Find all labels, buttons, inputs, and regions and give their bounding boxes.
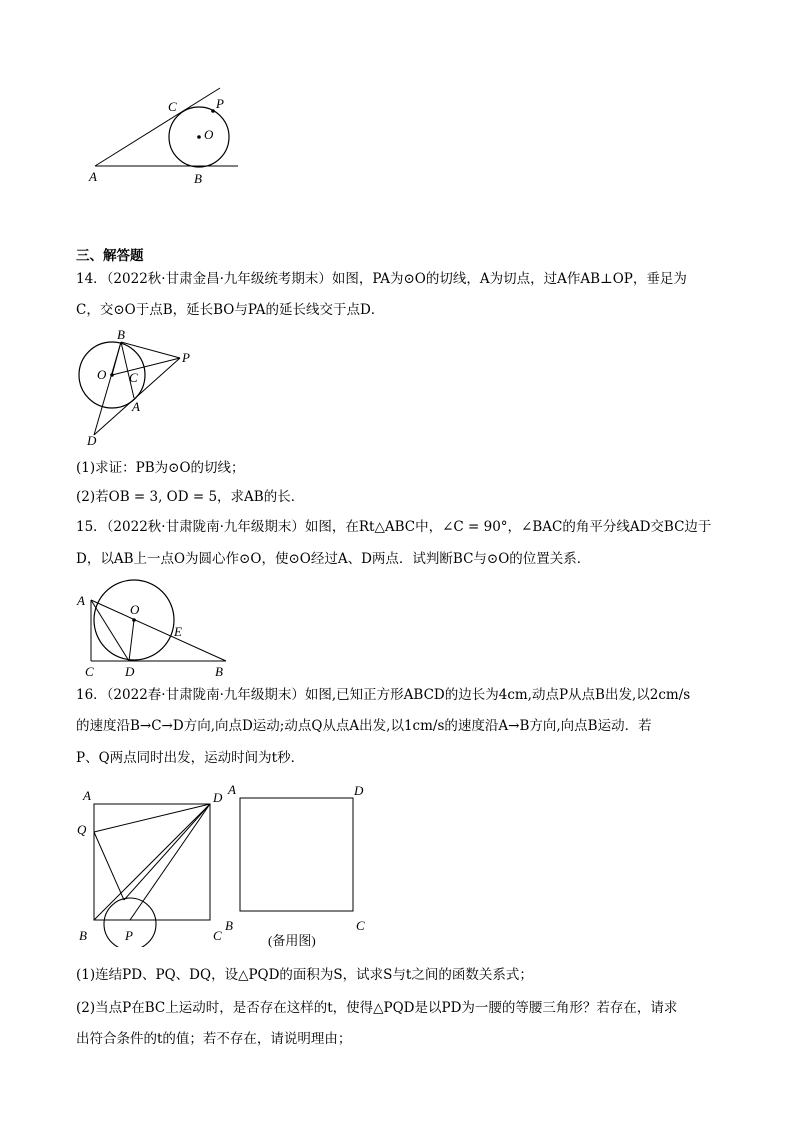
label-d: D bbox=[213, 790, 223, 805]
label-a: A bbox=[83, 788, 91, 803]
label-a: A bbox=[77, 593, 85, 608]
label-o: O bbox=[204, 127, 214, 142]
label-c: C bbox=[213, 928, 222, 943]
q16-line2: 的速度沿B→C→D方向,向点D运动;动点Q从点A出发,以1cm/s的速度沿A→B方向,向点B运动．若 bbox=[76, 718, 652, 734]
label-a: A bbox=[228, 782, 236, 797]
label-d: D bbox=[125, 664, 135, 678]
label-d: D bbox=[87, 433, 97, 448]
label-b: B bbox=[225, 918, 233, 933]
label-b: B bbox=[117, 328, 125, 342]
label-q: Q bbox=[77, 822, 87, 837]
label-a: A bbox=[132, 399, 140, 414]
figure-q16-backup bbox=[224, 782, 374, 952]
figure-q16-main bbox=[74, 782, 234, 947]
figure-q13 bbox=[80, 86, 250, 186]
q15-line1: 15．（2022秋·甘肃陇南·九年级期末）如图，在Rt△ABC中，∠C = 90°，∠BAC的角平分线AD交BC边于 bbox=[76, 519, 712, 535]
q14-part2: (2)若OB = 3, OD = 5，求AB的长． bbox=[76, 489, 305, 505]
q16-line1: 16．（2022春·甘肃陇南·九年级期末）如图,已知正方形ABCD的边长为4cm,动点P从点B出发,以2cm/s bbox=[76, 687, 691, 703]
figure-q14 bbox=[74, 328, 199, 448]
q16-part2b: 出符合条件的t的值；若不存在，请说明理由； bbox=[76, 1031, 352, 1047]
label-c: C bbox=[356, 918, 365, 933]
label-b: B bbox=[79, 928, 87, 943]
label-p: P bbox=[216, 96, 224, 111]
label-c: C bbox=[129, 370, 138, 385]
label-b: B bbox=[215, 664, 223, 678]
q14-part1: (1)求证：PB为⊙O的切线； bbox=[76, 460, 245, 476]
label-p: P bbox=[182, 350, 190, 365]
figure-q15 bbox=[74, 578, 234, 678]
backup-caption: (备用图) bbox=[268, 933, 316, 948]
section-title: 三、解答题 bbox=[76, 248, 144, 264]
q15-line2: D，以AB上一点O为圆心作⊙O，使⊙O经过A、D两点．试判断BC与⊙O的位置关系． bbox=[76, 551, 591, 567]
label-d: D bbox=[354, 783, 364, 798]
label-b: B bbox=[194, 171, 202, 186]
q16-line3: P、Q两点同时出发，运动时间为t秒． bbox=[76, 750, 305, 766]
q14-line1: 14．（2022秋·甘肃金昌·九年级统考期末）如图，PA为⊙O的切线，A为切点，过A作AB⊥OP，垂足为 bbox=[76, 271, 687, 287]
q16-part2a: (2)当点P在BC上运动时，是否存在这样的t，使得△PQD是以PD为一腰的等腰三角形？若存在，请求 bbox=[76, 1000, 678, 1016]
label-p: P bbox=[125, 928, 133, 943]
label-c: C bbox=[85, 664, 94, 678]
label-o: O bbox=[97, 367, 107, 382]
label-a: A bbox=[89, 169, 97, 184]
label-c: C bbox=[168, 99, 177, 114]
label-o: O bbox=[130, 602, 140, 617]
q16-part1: (1)连结PD、PQ、DQ，设△PQD的面积为S，试求S与t之间的函数关系式； bbox=[76, 967, 533, 983]
q14-line2: C，交⊙O于点B，延长BO与PA的延长线交于点D． bbox=[76, 302, 385, 318]
label-e: E bbox=[174, 624, 182, 639]
